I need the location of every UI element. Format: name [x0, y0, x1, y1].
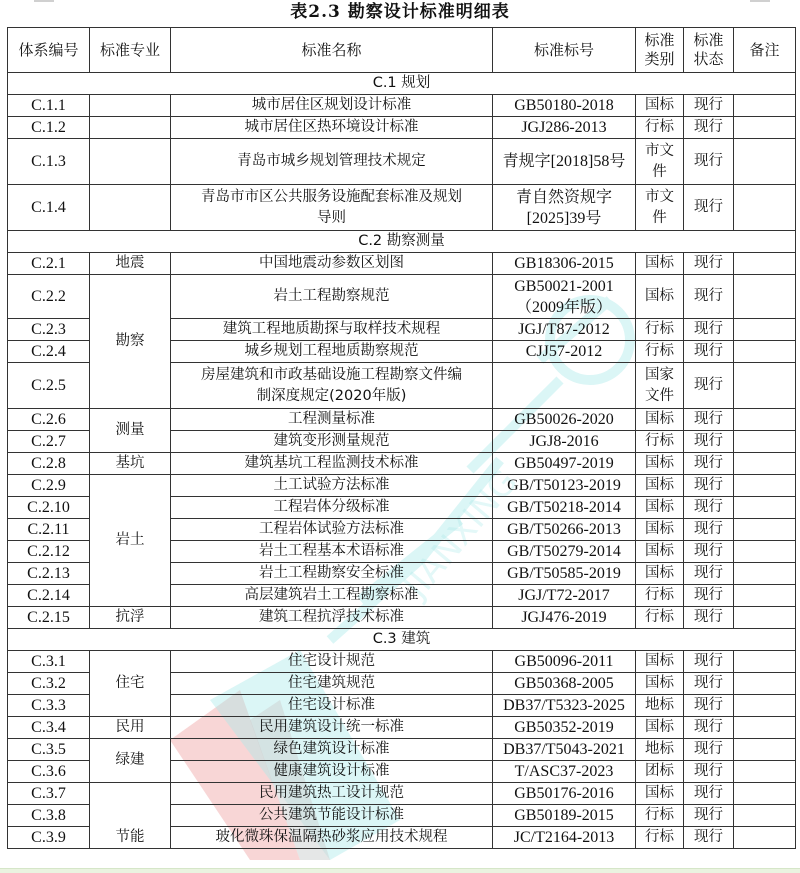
- cell-code: C.1.3: [8, 139, 90, 185]
- cell-discipline: 地震: [90, 253, 171, 275]
- cell-remark: [734, 563, 796, 585]
- cell-code: C.3.7: [8, 783, 90, 805]
- cell-name: 土工试验方法标准: [171, 475, 493, 497]
- cell-remark: [734, 95, 796, 117]
- cell-type: 行标: [636, 431, 684, 453]
- cell-remark: [734, 139, 796, 185]
- cell-name: 公共建筑节能设计标准: [171, 805, 493, 827]
- cell-number: 青规字[2018]58号: [493, 139, 636, 185]
- cell-status: 现行: [684, 409, 734, 431]
- cell-number: DB37/T5323-2025: [493, 695, 636, 717]
- cell-code: C.2.15: [8, 607, 90, 629]
- cell-name: 岩土工程勘察安全标准: [171, 563, 493, 585]
- cell-remark: [734, 827, 796, 849]
- cell-remark: [734, 805, 796, 827]
- cell-name: 城市居住区热环境设计标准: [171, 117, 493, 139]
- table-row: [8, 739, 796, 761]
- header-code: 体系编号: [8, 28, 90, 73]
- cell-status: 现行: [684, 761, 734, 783]
- cell-code: C.2.13: [8, 563, 90, 585]
- cell-discipline: 节能: [90, 783, 171, 849]
- cell-type: 地标: [636, 739, 684, 761]
- cell-type: 行标: [636, 827, 684, 849]
- cell-discipline: [90, 139, 171, 185]
- cell-number: GB/T50123-2019: [493, 475, 636, 497]
- cell-code: C.3.6: [8, 761, 90, 783]
- cell-code: C.2.4: [8, 341, 90, 363]
- cell-status: 现行: [684, 607, 734, 629]
- cell-number: GB50352-2019: [493, 717, 636, 739]
- cell-remark: [734, 117, 796, 139]
- cell-status: 现行: [684, 497, 734, 519]
- cell-name: 建筑工程地质勘探与取样技术规程: [171, 319, 493, 341]
- cell-discipline: 民用: [90, 717, 171, 739]
- table-row: [8, 783, 796, 805]
- cell-name: 玻化微珠保温隔热砂浆应用技术规程: [171, 827, 493, 849]
- cell-discipline: 抗浮: [90, 607, 171, 629]
- cell-number: GB50096-2011: [493, 651, 636, 673]
- cell-type: 行标: [636, 319, 684, 341]
- cell-type: 国标: [636, 453, 684, 475]
- cell-type: 行标: [636, 341, 684, 363]
- cell-name: 岩土工程勘察规范: [171, 275, 493, 319]
- table-row: [8, 453, 796, 475]
- viewer-bottom-bar: [0, 868, 800, 873]
- header-name: 标准名称: [171, 28, 493, 73]
- table-row: [8, 185, 796, 231]
- cell-code: C.3.4: [8, 717, 90, 739]
- cell-number: JGJ/T72-2017: [493, 585, 636, 607]
- cell-name: 房屋建筑和市政基础设施工程勘察文件编 制深度规定(2020年版): [171, 363, 493, 409]
- header-remark: 备注: [734, 28, 796, 73]
- cell-type: 行标: [636, 805, 684, 827]
- cell-type: 市文 件: [636, 185, 684, 231]
- cell-number: GB50180-2018: [493, 95, 636, 117]
- cell-number: JC/T2164-2013: [493, 827, 636, 849]
- cell-type: 国标: [636, 651, 684, 673]
- cell-code: C.3.3: [8, 695, 90, 717]
- cell-status: 现行: [684, 541, 734, 563]
- cell-type: 行标: [636, 117, 684, 139]
- cell-type: 国标: [636, 783, 684, 805]
- header-status: 标准 状态: [684, 28, 734, 73]
- cell-number: GB/T50266-2013: [493, 519, 636, 541]
- section-title: C.1 规划: [8, 73, 796, 95]
- cell-status: 现行: [684, 717, 734, 739]
- cell-number: JGJ8-2016: [493, 431, 636, 453]
- cell-status: 现行: [684, 475, 734, 497]
- cell-code: C.1.4: [8, 185, 90, 231]
- cell-number: GB50176-2016: [493, 783, 636, 805]
- cell-number: GB50368-2005: [493, 673, 636, 695]
- cell-number: 青自然资规字 [2025]39号: [493, 185, 636, 231]
- cell-type: 国标: [636, 563, 684, 585]
- cell-number: [493, 363, 636, 409]
- cell-status: 现行: [684, 651, 734, 673]
- cell-code: C.2.11: [8, 519, 90, 541]
- cell-code: C.3.2: [8, 673, 90, 695]
- cell-type: 国标: [636, 409, 684, 431]
- cell-remark: [734, 185, 796, 231]
- cell-number: GB/T50279-2014: [493, 541, 636, 563]
- cell-number: GB50021-2001 （2009年版）: [493, 275, 636, 319]
- cell-type: 国家 文件: [636, 363, 684, 409]
- cell-remark: [734, 607, 796, 629]
- cell-code: C.2.9: [8, 475, 90, 497]
- section-row-c1: [8, 73, 796, 95]
- cell-status: 现行: [684, 275, 734, 319]
- cell-type: 国标: [636, 541, 684, 563]
- cell-status: 现行: [684, 139, 734, 185]
- cell-discipline: 测量: [90, 409, 171, 453]
- table-row: [8, 717, 796, 739]
- cell-status: 现行: [684, 431, 734, 453]
- cell-name: 岩土工程基本术语标准: [171, 541, 493, 563]
- cell-number: T/ASC37-2023: [493, 761, 636, 783]
- cell-code: C.2.1: [8, 253, 90, 275]
- cell-discipline: 岩土: [90, 475, 171, 607]
- cell-remark: [734, 717, 796, 739]
- table-row: [8, 95, 796, 117]
- cell-remark: [734, 585, 796, 607]
- section-title: C.3 建筑: [8, 629, 796, 651]
- cell-name: 青岛市城乡规划管理技术规定: [171, 139, 493, 185]
- cell-remark: [734, 651, 796, 673]
- cell-name: 住宅设计标准: [171, 695, 493, 717]
- cell-remark: [734, 253, 796, 275]
- cell-name: 健康建筑设计标准: [171, 761, 493, 783]
- cell-type: 国标: [636, 475, 684, 497]
- cell-remark: [734, 341, 796, 363]
- cell-code: C.3.5: [8, 739, 90, 761]
- cell-name: 高层建筑岩土工程勘察标准: [171, 585, 493, 607]
- cell-code: C.2.12: [8, 541, 90, 563]
- cell-name: 民用建筑热工设计规范: [171, 783, 493, 805]
- cell-status: 现行: [684, 739, 734, 761]
- cell-name: 绿色建筑设计标准: [171, 739, 493, 761]
- cell-name: 建筑基坑工程监测技术标准: [171, 453, 493, 475]
- cell-status: 现行: [684, 783, 734, 805]
- cell-type: 国标: [636, 275, 684, 319]
- header-number: 标准标号: [493, 28, 636, 73]
- cell-name: 工程测量标准: [171, 409, 493, 431]
- cell-type: 国标: [636, 253, 684, 275]
- cell-status: 现行: [684, 185, 734, 231]
- cell-code: C.2.14: [8, 585, 90, 607]
- cell-number: GB50497-2019: [493, 453, 636, 475]
- cell-name: 住宅设计规范: [171, 651, 493, 673]
- table-row: [8, 651, 796, 673]
- table-row: [8, 117, 796, 139]
- cell-code: C.2.8: [8, 453, 90, 475]
- cell-remark: [734, 541, 796, 563]
- cell-status: 现行: [684, 585, 734, 607]
- cell-status: 现行: [684, 563, 734, 585]
- cell-name: 中国地震动参数区划图: [171, 253, 493, 275]
- cell-name: 城市居住区规划设计标准: [171, 95, 493, 117]
- cell-remark: [734, 695, 796, 717]
- cell-status: 现行: [684, 453, 734, 475]
- cell-status: 现行: [684, 805, 734, 827]
- cell-discipline: 绿建: [90, 739, 171, 783]
- cell-code: C.1.1: [8, 95, 90, 117]
- cell-type: 团标: [636, 761, 684, 783]
- cell-remark: [734, 519, 796, 541]
- cell-number: CJJ57-2012: [493, 341, 636, 363]
- cell-discipline: [90, 95, 171, 117]
- cell-type: 国标: [636, 717, 684, 739]
- cell-status: 现行: [684, 95, 734, 117]
- cell-number: DB37/T5043-2021: [493, 739, 636, 761]
- cell-discipline: 住宅: [90, 651, 171, 717]
- section-title: C.2 勘察测量: [8, 231, 796, 253]
- cell-type: 地标: [636, 695, 684, 717]
- cell-status: 现行: [684, 117, 734, 139]
- cell-remark: [734, 319, 796, 341]
- table-title: 表2.3 勘察设计标准明细表: [290, 2, 510, 22]
- table-row: [8, 607, 796, 629]
- table-header-row: [8, 28, 796, 73]
- cell-name: 民用建筑设计统一标准: [171, 717, 493, 739]
- cell-name: 住宅建筑规范: [171, 673, 493, 695]
- cell-name: 城乡规划工程地质勘察规范: [171, 341, 493, 363]
- table-row: [8, 475, 796, 497]
- cell-status: 现行: [684, 253, 734, 275]
- cell-type: 国标: [636, 497, 684, 519]
- cell-type: 国标: [636, 95, 684, 117]
- table-row: [8, 275, 796, 319]
- cell-type: 国标: [636, 519, 684, 541]
- cell-status: 现行: [684, 519, 734, 541]
- cell-code: C.3.9: [8, 827, 90, 849]
- cell-code: C.2.3: [8, 319, 90, 341]
- cell-number: GB50189-2015: [493, 805, 636, 827]
- cell-name: 建筑变形测量规范: [171, 431, 493, 453]
- cell-discipline: [90, 117, 171, 139]
- cell-code: C.3.1: [8, 651, 90, 673]
- standards-table: [7, 27, 796, 849]
- svg-text:JIANXING: JIANXING: [396, 462, 526, 606]
- cell-number: GB18306-2015: [493, 253, 636, 275]
- cell-code: C.1.2: [8, 117, 90, 139]
- cell-status: 现行: [684, 673, 734, 695]
- table-row: [8, 409, 796, 431]
- table-row: [8, 253, 796, 275]
- section-row-c3: [8, 629, 796, 651]
- cell-code: C.2.5: [8, 363, 90, 409]
- cell-remark: [734, 739, 796, 761]
- cell-remark: [734, 363, 796, 409]
- cell-status: 现行: [684, 319, 734, 341]
- cell-code: C.2.2: [8, 275, 90, 319]
- cell-type: 行标: [636, 585, 684, 607]
- cell-remark: [734, 497, 796, 519]
- cell-remark: [734, 275, 796, 319]
- cell-code: C.2.10: [8, 497, 90, 519]
- cell-remark: [734, 673, 796, 695]
- cell-remark: [734, 761, 796, 783]
- cell-remark: [734, 431, 796, 453]
- header-type: 标准 类别: [636, 28, 684, 73]
- cell-name: 工程岩体试验方法标准: [171, 519, 493, 541]
- cell-discipline: 基坑: [90, 453, 171, 475]
- cell-discipline: 勘察: [90, 275, 171, 409]
- cell-code: C.3.8: [8, 805, 90, 827]
- cell-number: GB/T50585-2019: [493, 563, 636, 585]
- cell-code: C.2.7: [8, 431, 90, 453]
- cell-type: 市文 件: [636, 139, 684, 185]
- cell-status: 现行: [684, 341, 734, 363]
- cell-number: GB50026-2020: [493, 409, 636, 431]
- cell-name: 建筑工程抗浮技术标准: [171, 607, 493, 629]
- cell-remark: [734, 453, 796, 475]
- cell-status: 现行: [684, 363, 734, 409]
- cell-remark: [734, 475, 796, 497]
- cell-number: JGJ/T87-2012: [493, 319, 636, 341]
- cell-status: 现行: [684, 827, 734, 849]
- cell-code: C.2.6: [8, 409, 90, 431]
- header-discipline: 标准专业: [90, 28, 171, 73]
- cell-remark: [734, 783, 796, 805]
- cell-number: JGJ286-2013: [493, 117, 636, 139]
- cell-type: 行标: [636, 607, 684, 629]
- cell-number: GB/T50218-2014: [493, 497, 636, 519]
- cell-remark: [734, 409, 796, 431]
- cell-status: 现行: [684, 695, 734, 717]
- cell-number: JGJ476-2019: [493, 607, 636, 629]
- cell-name: 工程岩体分级标准: [171, 497, 493, 519]
- cell-name: 青岛市市区公共服务设施配套标准及规划 导则: [171, 185, 493, 231]
- cell-type: 国标: [636, 673, 684, 695]
- table-row: [8, 139, 796, 185]
- section-row-c2: [8, 231, 796, 253]
- cell-discipline: [90, 185, 171, 231]
